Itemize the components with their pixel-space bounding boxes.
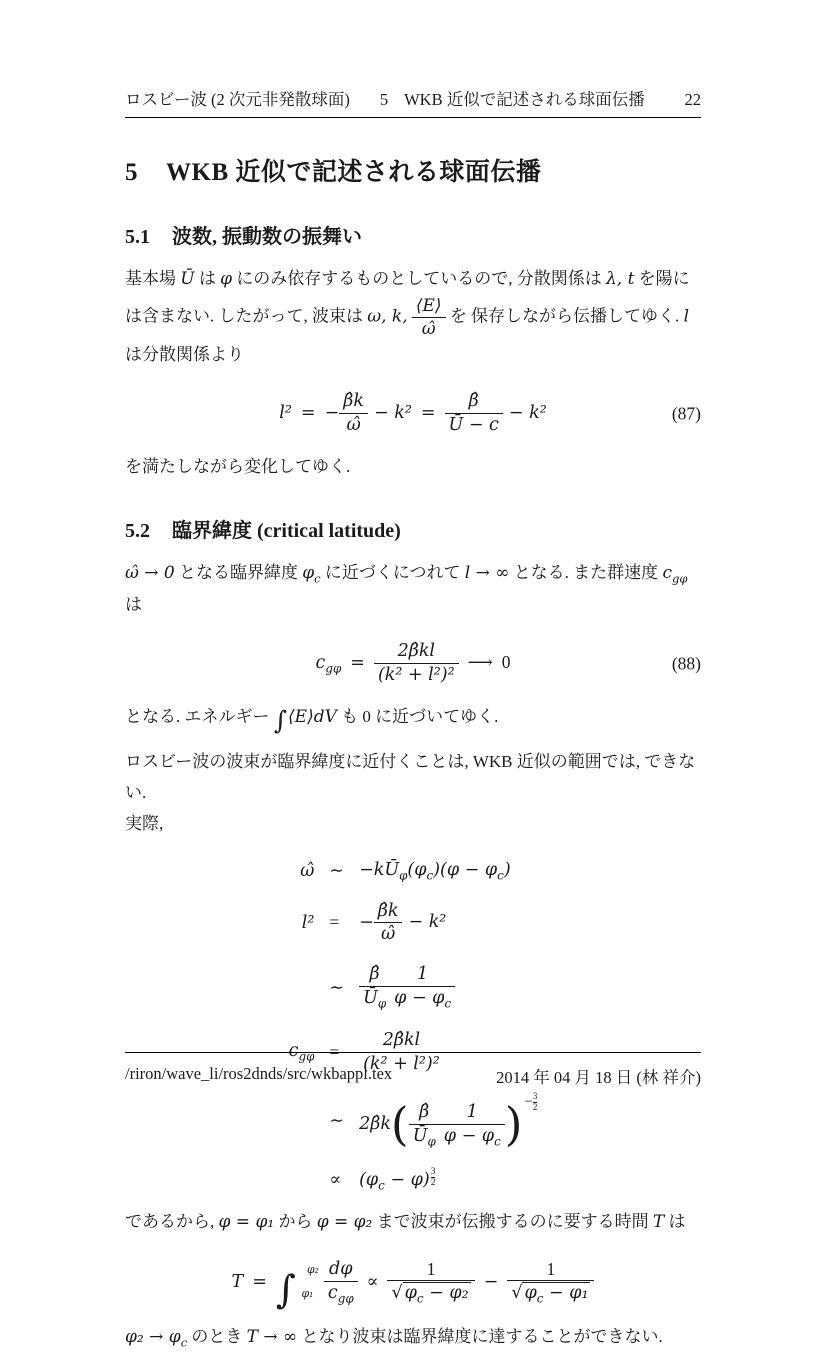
text-run: は xyxy=(125,594,142,614)
text-run: にのみ依存するものとしているので, 分散関係は xyxy=(231,269,606,288)
fraction-denominator xyxy=(440,1124,505,1150)
text-run: も 0 に近づいてゆく. xyxy=(336,706,499,726)
header-section-number: 5 xyxy=(379,90,389,109)
sqrt-icon: √ xyxy=(511,1283,523,1304)
math-energy-integrand: ⟨E⟩dV xyxy=(288,706,337,727)
radicand xyxy=(403,1282,471,1306)
header-doc-title: ロスビー波 (2 次元非発散球面) xyxy=(125,90,350,109)
equation-88 xyxy=(125,640,701,687)
fraction-numerator: β̂ xyxy=(468,391,479,412)
integral-limits xyxy=(296,1265,319,1300)
subscript-c: c xyxy=(416,1291,424,1306)
paragraph-travel-time xyxy=(125,1207,701,1238)
sim-sign: ∼ xyxy=(329,860,345,881)
inline-fraction-energy xyxy=(412,295,446,340)
header-section-title: WKB 近似で記述される球面伝播 xyxy=(404,90,645,109)
text-run: となる臨界緯度 xyxy=(174,563,303,583)
math-omega-k: ω, k, xyxy=(367,306,408,327)
lhs-omega-hat: ω̂ xyxy=(300,860,315,881)
math-l-squared: l² xyxy=(279,402,292,423)
paragraph-conclusion xyxy=(125,1322,701,1353)
text-run: まで波束が伝搬するのに要する時間 xyxy=(372,1212,653,1232)
sim-sign: ∼ xyxy=(329,977,345,997)
math-lambda-t: λ, t xyxy=(605,269,635,289)
small-fraction-denominator: 2 xyxy=(532,1102,538,1113)
text-run: を陽には含まない. したがって, 波束は xyxy=(125,269,690,326)
fraction-groupvelocity xyxy=(374,640,459,687)
math-minus-k2: − k² xyxy=(408,911,447,932)
fraction-numerator: ⟨E⟩ xyxy=(415,295,442,316)
fraction-numerator: β̂k xyxy=(377,900,399,921)
radicand xyxy=(522,1282,590,1306)
equals-sign: = xyxy=(329,1041,340,1062)
math-c: c xyxy=(288,1040,299,1061)
small-fraction xyxy=(431,1167,436,1189)
math-Ubar: Ū xyxy=(384,860,400,881)
math-omega-to-0: ω̂ → 0 xyxy=(125,563,175,584)
math-phi2-to-phic: φ₂ → φ xyxy=(125,1327,181,1348)
math-phi-c: φ xyxy=(302,563,315,584)
math-phi1: φ = φ₁ xyxy=(218,1212,275,1233)
fraction-numerator: β̂k xyxy=(343,391,364,412)
rhs-row3 xyxy=(359,963,455,1012)
fraction-one-over-phidiff xyxy=(440,1101,505,1150)
page-footer xyxy=(125,1052,701,1088)
fraction-numerator: 2β̂kl xyxy=(397,641,436,662)
fraction-one-over-sqrt2 xyxy=(507,1258,594,1308)
math-zero: 0 xyxy=(501,651,511,672)
math-run: ) xyxy=(503,860,511,881)
fraction-numerator: β̂ xyxy=(419,1101,430,1122)
derivation-equations xyxy=(125,859,701,1192)
subscript-c: c xyxy=(426,868,434,883)
fraction-denominator: ω̂ xyxy=(412,317,446,340)
math-cg-phi: c xyxy=(662,563,672,584)
equals-sign: = xyxy=(420,402,436,423)
running-header xyxy=(125,86,701,118)
subsection-heading-5-2 xyxy=(125,514,701,543)
small-fraction-numerator: 3 xyxy=(532,1091,538,1102)
subscript-c: c xyxy=(180,1335,188,1350)
footer-date-author: 2014 年 04 月 18 日 (林 祥介) xyxy=(496,1068,701,1087)
text-run: に近づくにつれて xyxy=(320,563,465,583)
small-fraction-numerator: 3 xyxy=(430,1166,436,1177)
text-run: であるから, xyxy=(125,1212,219,1232)
text-run: となり波束は臨界緯度に達することができない. xyxy=(297,1327,663,1347)
small-fraction xyxy=(533,1092,537,1113)
fraction-numerator: 1 xyxy=(466,1101,478,1122)
math-phi2: φ = φ₂ xyxy=(316,1212,373,1233)
fraction-numerator: 2β̂kl xyxy=(382,1029,421,1050)
math-run: − φ) xyxy=(384,1169,430,1190)
propto-sign: ∝ xyxy=(366,1271,379,1292)
subscript-gphi: gφ xyxy=(325,661,342,676)
paragraph-critical-latitude xyxy=(125,558,701,620)
fraction-beta-Uc xyxy=(445,390,503,437)
math-T: T xyxy=(652,1212,665,1233)
document-page xyxy=(125,0,701,1354)
math-run: − φ₂ xyxy=(423,1283,469,1304)
fraction-numerator: dφ xyxy=(329,1259,353,1280)
section-number: 5 xyxy=(125,159,138,186)
subscript-c: c xyxy=(378,1178,385,1193)
subscript-gphi: gφ xyxy=(337,1291,354,1306)
equation-tag-88: (88) xyxy=(671,653,701,674)
fraction-numerator: 1 xyxy=(426,1258,436,1279)
header-page-number: 22 xyxy=(684,90,701,109)
fraction-beta-Uphi xyxy=(359,963,390,1012)
math-phi: φ xyxy=(524,1283,537,1304)
subsection-number: 5.1 xyxy=(125,226,150,248)
fraction-denominator xyxy=(359,986,390,1012)
equation-travel-time xyxy=(125,1258,701,1312)
text-run: を 保存しながら伝播してゆく. xyxy=(445,306,684,326)
math-run: φ − φ xyxy=(394,987,445,1008)
fraction-betak-omega xyxy=(374,900,403,947)
fraction-denominator xyxy=(507,1280,594,1307)
fraction-betak-omega xyxy=(339,390,368,437)
text-run: ロスビー波の波束が臨界緯度に近付くことは, WKB 近似の範囲では, できない. xyxy=(125,752,696,802)
text-run: 基本場 xyxy=(125,269,181,288)
rhs-row6 xyxy=(359,1167,435,1193)
paragraph-energy xyxy=(125,702,701,736)
math-minus-k2: − k² xyxy=(508,402,547,423)
minus-sign: − xyxy=(359,911,374,932)
rhs-row5 xyxy=(359,1091,538,1152)
integral-icon: ∫ xyxy=(273,705,288,736)
equation-tag-87: (87) xyxy=(671,403,701,424)
math-phi: φ xyxy=(220,269,232,289)
sim-sign: ∼ xyxy=(329,1110,345,1131)
fraction-denominator: (k² + l²)² xyxy=(374,663,459,687)
lhs-l-squared: l² xyxy=(301,912,315,933)
math-run: (φ xyxy=(407,860,427,881)
text-run: 実際, xyxy=(125,813,164,833)
subsection-heading-5-1 xyxy=(125,220,701,249)
text-run: は xyxy=(194,269,221,288)
math-run: )(φ − φ xyxy=(433,860,498,881)
fraction-numerator: β̂ xyxy=(369,964,380,985)
small-fraction-denominator: 2 xyxy=(430,1177,436,1188)
fraction-dphi-cg xyxy=(324,1258,358,1307)
fraction-denominator xyxy=(409,1124,440,1150)
equals-sign: = xyxy=(300,402,316,423)
subscript-c: c xyxy=(536,1291,544,1306)
section-title: WKB 近似で記述される球面伝播 xyxy=(166,159,542,186)
math-run: (φ xyxy=(359,1169,379,1190)
fraction-denominator: ω̂ xyxy=(339,413,368,437)
equation-87 xyxy=(125,390,701,437)
subscript-phi: φ xyxy=(427,1134,436,1149)
math-c: c xyxy=(327,1282,338,1303)
math-l-to-inf: l → ∞ xyxy=(464,563,510,584)
subscript-c: c xyxy=(314,571,321,586)
math-Ubar: Ū xyxy=(363,987,378,1008)
paragraph-wavenumber-behavior xyxy=(125,264,701,370)
equals-sign: = xyxy=(350,652,365,673)
subscript-phi: φ xyxy=(377,996,387,1011)
text-run: となる. また群速度 xyxy=(509,563,663,583)
text-run: となる. エネルギー xyxy=(125,706,274,726)
fraction-denominator xyxy=(324,1281,358,1307)
rhs-row2 xyxy=(359,900,446,947)
math-Ubar: Ū xyxy=(412,1125,428,1146)
math-l: l xyxy=(683,306,689,327)
math-T: T xyxy=(231,1271,244,1292)
exponent-minus-three-halves xyxy=(525,1092,538,1113)
propto-sign: ∝ xyxy=(329,1168,342,1189)
subscript-c: c xyxy=(494,1134,501,1149)
subsection-number: 5.2 xyxy=(125,520,150,543)
header-left-group xyxy=(125,86,645,110)
fraction-denominator: (k² + l²)² xyxy=(359,1052,444,1076)
equals-sign: = xyxy=(252,1271,267,1292)
subsection-title: 波数, 振動数の振舞い xyxy=(172,226,362,248)
text-run: のとき xyxy=(187,1327,247,1347)
footer-file-path: /riron/wave_li/ros2dnds/src/wkbappl.tex xyxy=(125,1064,393,1083)
math-2betak: 2β̂k xyxy=(359,1114,391,1135)
math-phi: φ xyxy=(404,1283,417,1304)
exponent-three-halves xyxy=(431,1167,436,1189)
equals-sign: = xyxy=(329,912,340,933)
subscript-c: c xyxy=(444,996,452,1011)
fraction-denominator: Ū − c xyxy=(445,413,503,437)
subsection-title: 臨界緯度 (critical latitude) xyxy=(172,520,401,543)
sqrt-icon: √ xyxy=(391,1283,403,1304)
fraction-numerator: 1 xyxy=(417,964,429,985)
right-paren: ) xyxy=(504,1098,523,1152)
fraction-one-over-sqrt1 xyxy=(387,1258,474,1308)
fraction-one-over-phidiff xyxy=(390,963,455,1012)
left-paren: ( xyxy=(390,1098,409,1152)
subscript-phi: φ xyxy=(399,868,408,883)
lower-limit: φ₁ xyxy=(301,1287,314,1301)
integral-icon: ∫ xyxy=(275,1266,296,1312)
subscript-gphi: gφ xyxy=(671,571,688,586)
fraction-denominator xyxy=(387,1280,474,1307)
upper-limit: φ₂ xyxy=(306,1263,319,1277)
math-T-to-inf: T → ∞ xyxy=(246,1327,298,1348)
math-run: − φ₁ xyxy=(543,1283,589,1304)
text-run: は xyxy=(664,1212,686,1232)
section-heading xyxy=(125,152,701,188)
text-run: は分散関係より xyxy=(125,344,244,364)
text-run: から xyxy=(274,1212,317,1232)
subscript-c: c xyxy=(497,868,504,883)
fraction-beta-Uphi xyxy=(409,1101,440,1150)
fraction-numerator: 1 xyxy=(546,1258,556,1279)
minus-sign: − xyxy=(324,402,340,423)
fraction-denominator: ω̂ xyxy=(374,922,403,946)
math-cg-phi: c xyxy=(315,652,326,673)
math-minus-k2: − k² xyxy=(373,402,412,423)
rhs-row1 xyxy=(359,859,511,883)
fraction-denominator xyxy=(390,986,455,1012)
paragraph-after-eq87: を満たしながら変化してゆく. xyxy=(125,456,351,476)
math-run: −k xyxy=(359,860,385,881)
minus-sign: − xyxy=(483,1271,499,1292)
math-run: φ − φ xyxy=(443,1125,495,1146)
paragraph-wkb-limit xyxy=(125,747,701,839)
math-Ubar: Ū xyxy=(180,269,195,289)
long-right-arrow: ⟶ xyxy=(467,652,493,673)
minus-sign: − xyxy=(524,1094,533,1111)
subscript-gphi: gφ xyxy=(298,1049,315,1064)
